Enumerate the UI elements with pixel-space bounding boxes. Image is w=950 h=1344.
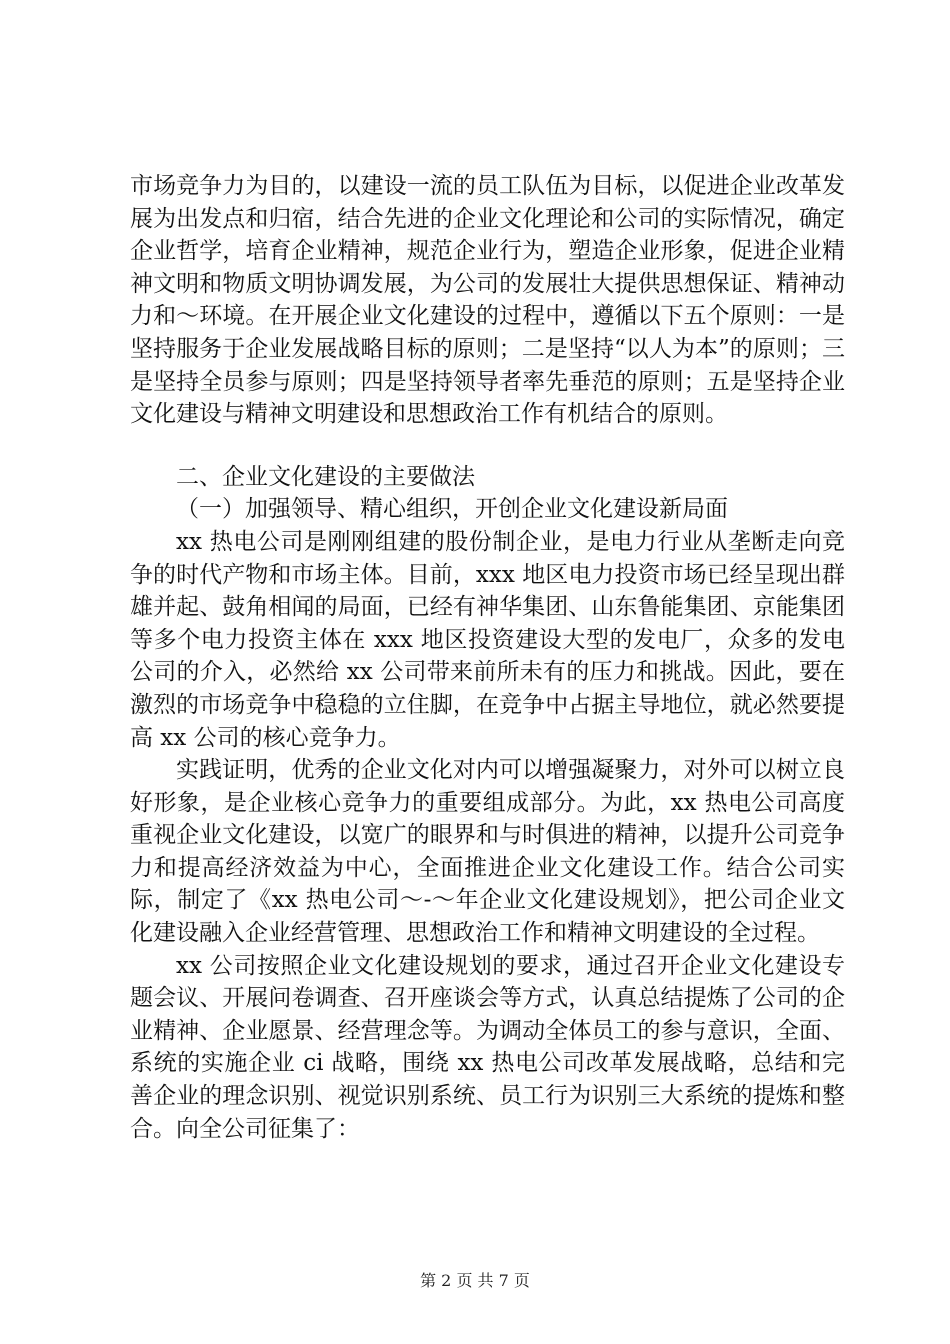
paragraph-principles: 市场竞争力为目的，以建设一流的员工队伍为目标，以促进企业改革发展为出发点和归宿，结合先进的企业文化理论和公司的实际情况，确定企业哲学，培育企业精神，规范企业行为，塑造企业形象，促进企业精神文明和物质文明协调发展，为公司的发展壮大提供思想保证、精神动力和～环境。在开展企业文化建设的过程中，遵循以下五个原则：一是坚持服务于企业发展战略目标的原则；二是坚持“以人为本”的原则；三是坚持全员参与原则；四是坚持领导者率先垂范的原则；五是坚持企业文化建设与精神文明建设和思想政治工作有机结合的原则。 — [130, 173, 845, 428]
document-body — [130, 170, 845, 1145]
paragraph-company-background: xx 热电公司是刚刚组建的股份制企业，是电力行业从垄断走向竞争的时代产物和市场主体。目前，xxx 地区电力投资市场已经呈现出群雄并起、鼓角相闻的局面，已经有神华集团、山东鲁能集团、京能集团等多个电力投资主体在 xxx 地区投资建设大型的发电厂，众多的发电公司的介入，必然给 xx 公司带来前所未有的压力和挑战。因此，要在激烈的市场竞争中稳稳的立住脚，在竞争中占据主导地位，就必然要提高 xx 公司的核心竞争力。 — [130, 528, 845, 751]
section-heading: 二、企业文化建设的主要做法 — [176, 463, 475, 490]
subsection-heading: （一）加强领导、精心组织，开创企业文化建设新局面 — [176, 496, 728, 523]
page-number-footer: 第 2 页 共 7 页 — [420, 1271, 530, 1290]
paragraph-practice: 实践证明，优秀的企业文化对内可以增强凝聚力，对外可以树立良好形象，是企业核心竞争力的重要组成部分。为此，xx 热电公司高度重视企业文化建设，以宽广的眼界和与时俱进的精神，以提升公司竞争力和提高经济效益为中心，全面推进企业文化建设工作。结合公司实际，制定了《xx 热电公司～-～年企业文化建设规划》，把公司企业文化建设融入企业经营管理、思想政治工作和精神文明建设的全过程。 — [130, 757, 845, 947]
paragraph-planning: xx 公司按照企业文化建设规划的要求，通过召开企业文化建设专题会议、开展问卷调查、召开座谈会等方式，认真总结提炼了公司的企业精神、企业愿景、经营理念等。为调动全体员工的参与意识，全面、系统的实施企业 ci 战略，围绕 xx 热电公司改革发展战略，总结和完善企业的理念识别、视觉识别系统、员工行为识别三大系统的提炼和整合。向全公司征集了： — [130, 952, 845, 1142]
